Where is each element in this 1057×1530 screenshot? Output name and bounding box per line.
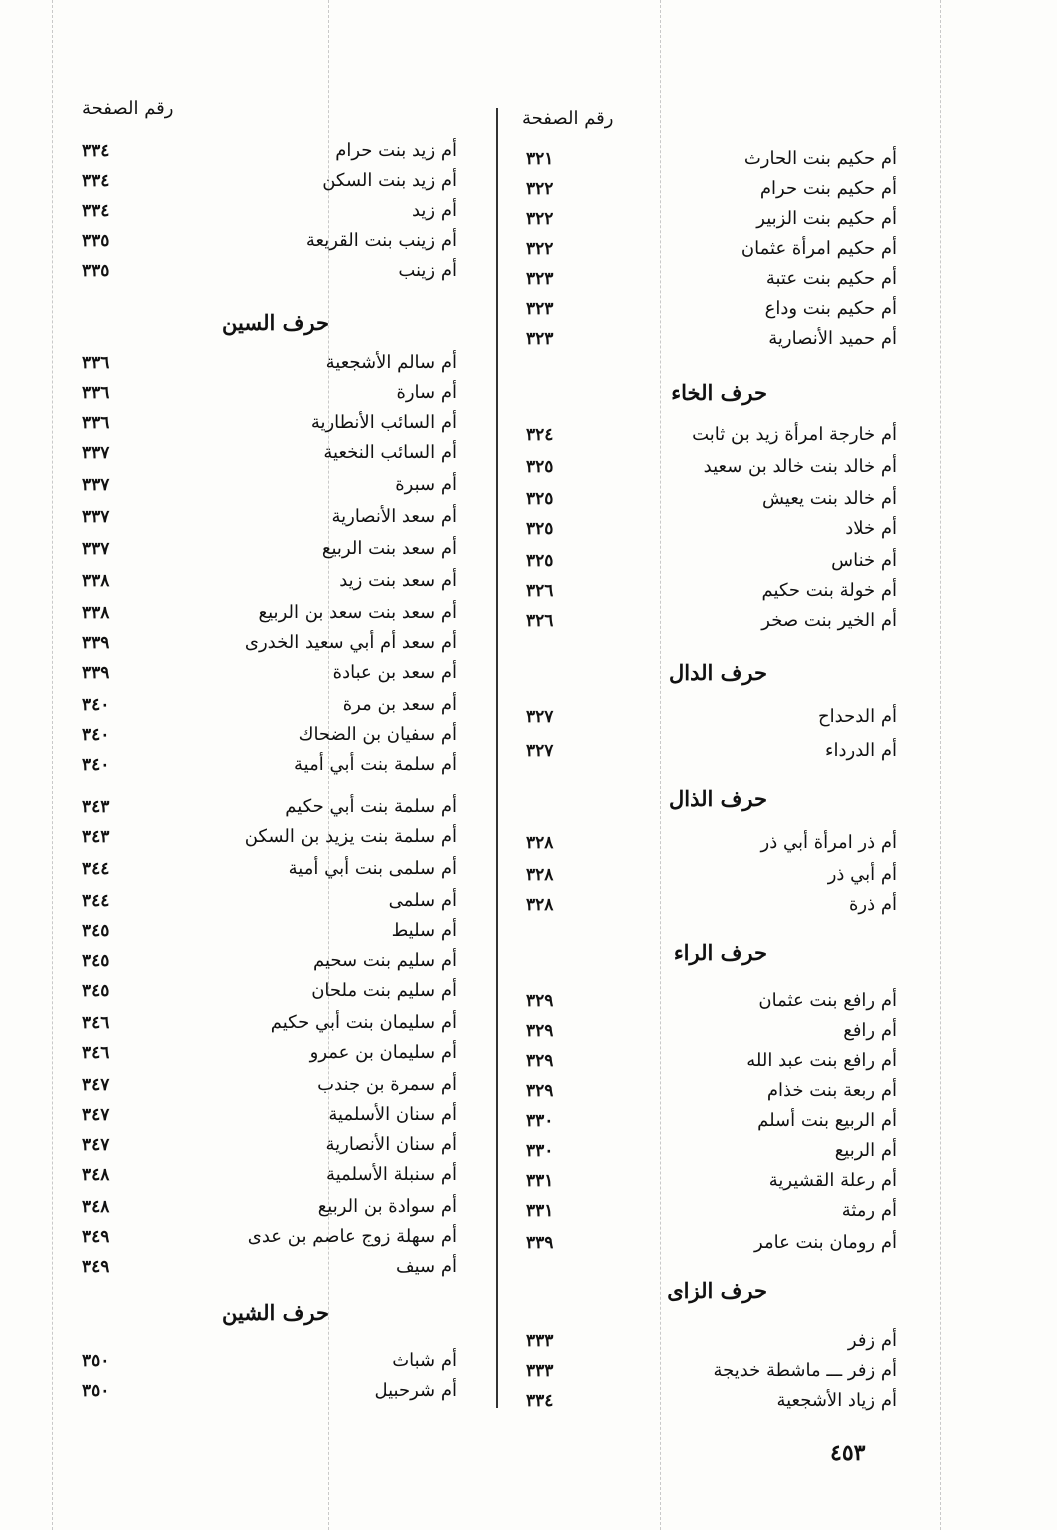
index-entry-page: ٣٢٧ (526, 741, 554, 761)
index-entry-page: ٣٤٠ (82, 695, 110, 715)
index-entry-page: ٣٤٩ (82, 1257, 110, 1277)
index-entry-name: أم زينب بنت القريعة (305, 230, 457, 251)
section-heading: حرف الخاء (671, 380, 767, 405)
index-entry-page: ٣٣٧ (82, 507, 110, 527)
index-entry-page: ٣٣٤ (82, 141, 110, 161)
index-entry-name: أم سليم بنت ملحان (311, 980, 457, 1001)
index-entry-name: أم سعد بن مرة (342, 694, 457, 715)
index-entry-name: أم سلمة بنت يزيد بن السكن (244, 826, 457, 847)
index-entry-name: أم سعد بن عبادة (332, 662, 457, 683)
index-entry-name: أم حكيم امرأة عثمان (740, 238, 897, 259)
index-entry-name: أم حميد الأنصارية (768, 328, 897, 349)
index-entry-name: أم خناس (831, 550, 897, 571)
index-entry-page: ٣٢٣ (526, 299, 554, 319)
index-entry-name: أم الربيع بنت أسلم (757, 1110, 897, 1131)
index-entry-page: ٣٤٣ (82, 797, 110, 817)
index-entry-page: ٣٣٤ (82, 201, 110, 221)
index-entry-name: أم الدحداح (818, 706, 897, 727)
index-entry-page: ٣٣٣ (526, 1361, 554, 1381)
index-entry-page: ٣٢٩ (526, 991, 554, 1011)
index-entry-page: ٣٣٣ (526, 1331, 554, 1351)
index-entry-page: ٣٢٥ (526, 489, 554, 509)
index-entry-name: أم سليمان بنت أبي حكيم (270, 1012, 457, 1033)
index-entry-page: ٣٢٤ (526, 425, 554, 445)
index-entry-name: أم السائب الأنطارية (310, 412, 457, 433)
index-entry-name: أم ذر امرأة أبي ذر (760, 832, 897, 853)
index-entry-page: ٣٤٧ (82, 1135, 110, 1155)
index-entry-page: ٣٤٥ (82, 981, 110, 1001)
index-entry-page: ٣٤٥ (82, 921, 110, 941)
index-entry-name: أم سليمان بن عمرو (309, 1042, 457, 1063)
index-entry-page: ٣٢٦ (526, 581, 554, 601)
index-entry-page: ٣٢٢ (526, 209, 554, 229)
index-entry-page: ٣٢٣ (526, 329, 554, 349)
index-entry-page: ٣٤٠ (82, 755, 110, 775)
index-entry-name: أم سوادة بن الربيع (317, 1196, 457, 1217)
index-entry-page: ٣٣٩ (82, 663, 110, 683)
scan-dots (660, 0, 661, 1530)
index-entry-name: أم رافع بنت عثمان (758, 990, 897, 1011)
index-entry-page: ٣٤٧ (82, 1105, 110, 1125)
index-entry-name: أم ذرة (848, 894, 897, 915)
index-entry-name: أم رعلة القشيرية (768, 1170, 897, 1191)
index-entry-name: أم سعد الأنصارية (331, 506, 457, 527)
left-page-header: رقم الصفحة (82, 98, 174, 119)
index-entry-page: ٣٣٩ (82, 633, 110, 653)
index-entry-page: ٣٢٣ (526, 269, 554, 289)
index-entry-name: أم حكيم بنت الحارث (743, 148, 897, 169)
index-entry-page: ٣٣٠ (526, 1141, 554, 1161)
scan-dots (940, 0, 941, 1530)
index-entry-name: أم رمثة (841, 1200, 897, 1221)
index-entry-page: ٣٤٤ (82, 859, 110, 879)
index-entry-page: ٣٢٨ (526, 833, 554, 853)
index-entry-page: ٣٣٥ (82, 231, 110, 251)
index-entry-name: أم سبرة (395, 474, 457, 495)
index-entry-name: أم حكيم بنت الزبير (756, 208, 897, 229)
index-entry-name: أم حكيم بنت وداع (764, 298, 897, 319)
index-entry-name: أم سعد أم أبي سعيد الخدرى (244, 632, 457, 653)
index-entry-page: ٣٢٥ (526, 551, 554, 571)
index-entry-name: أم السائب النخعية (323, 442, 457, 463)
index-entry-page: ٣٢٧ (526, 707, 554, 727)
index-entry-page: ٣٤٦ (82, 1043, 110, 1063)
section-heading: حرف الراء (673, 940, 767, 965)
index-entry-page: ٣٣٧ (82, 539, 110, 559)
index-entry-page: ٣٢٢ (526, 239, 554, 259)
index-entry-page: ٣٢٥ (526, 519, 554, 539)
index-entry-page: ٣٢٩ (526, 1081, 554, 1101)
index-entry-name: أم الدرداء (825, 740, 897, 761)
index-entry-page: ٣٥٠ (82, 1351, 110, 1371)
index-entry-page: ٣٣٦ (82, 413, 110, 433)
index-entry-name: أم سنبلة الأسلمية (326, 1164, 457, 1185)
index-entry-name: أم سنان الأسلمية (328, 1104, 457, 1125)
index-entry-name: أم خالد بنت يعيش (761, 488, 897, 509)
index-entry-name: أم خارجة امرأة زيد بن ثابت (692, 424, 897, 445)
index-entry-page: ٣٣٤ (526, 1391, 554, 1411)
index-entry-name: أم زفر (847, 1330, 897, 1351)
index-entry-name: أم زياد الأشجعية (776, 1390, 897, 1411)
section-heading: حرف الذال (669, 786, 767, 811)
index-entry-name: أم زيد (411, 200, 457, 221)
index-entry-name: أم رومان بنت عامر (754, 1232, 897, 1253)
scan-dots (52, 0, 53, 1530)
index-entry-name: أم الخير بنت صخر (761, 610, 897, 631)
index-entry-page: ٣٢٦ (526, 611, 554, 631)
index-entry-name: أم حكيم بنت عتبة (765, 268, 897, 289)
index-entry-page: ٣٤٨ (82, 1165, 110, 1185)
index-entry-name: أم سلمى بنت أبي أمية (288, 858, 457, 879)
index-entry-page: ٣٤٥ (82, 951, 110, 971)
index-entry-page: ٣٢١ (526, 149, 554, 169)
index-entry-page: ٣٢٥ (526, 457, 554, 477)
index-entry-page: ٣٣١ (526, 1201, 554, 1221)
index-entry-name: أم خالد بنت خالد بن سعيد (703, 456, 897, 477)
index-entry-page: ٣٤٤ (82, 891, 110, 911)
index-entry-name: أم زفر ـــ ماشطة خديجة (713, 1360, 897, 1381)
right-page-header: رقم الصفحة (522, 108, 614, 129)
index-entry-page: ٣٣٧ (82, 475, 110, 495)
index-entry-name: أم سارة (396, 382, 457, 403)
index-entry-name: أم زينب (398, 260, 457, 281)
index-entry-name: أم زيد بنت حرام (335, 140, 457, 161)
index-entry-name: أم خلاد (845, 518, 897, 539)
index-entry-name: أم سفيان بن الضحاك (298, 724, 457, 745)
index-entry-name: أم رافع (843, 1020, 897, 1041)
index-entry-name: أم سعد بنت الربيع (321, 538, 457, 559)
index-entry-name: أم سلمة بنت أبي حكيم (285, 796, 457, 817)
section-heading: حرف الشين (222, 1300, 329, 1325)
index-entry-page: ٣٣٩ (526, 1233, 554, 1253)
index-entry-name: أم سهلة زوج عاصم بن عدى (247, 1226, 457, 1247)
index-entry-name: أم سلمى (388, 890, 457, 911)
index-entry-page: ٣٣٦ (82, 353, 110, 373)
index-entry-name: أم سليط (391, 920, 457, 941)
index-entry-name: أم شرحبيل (374, 1380, 457, 1401)
index-entry-page: ٣٤٣ (82, 827, 110, 847)
index-entry-name: أم خولة بنت حكيم (761, 580, 897, 601)
index-entry-page: ٣٤٩ (82, 1227, 110, 1247)
index-entry-name: أم رافع بنت عبد الله (746, 1050, 897, 1071)
index-entry-page: ٣٤٧ (82, 1075, 110, 1095)
index-entry-page: ٣٤٠ (82, 725, 110, 745)
index-entry-page: ٣٢٢ (526, 179, 554, 199)
index-entry-page: ٣٣٥ (82, 261, 110, 281)
page-number: ٤٥٣ (830, 1440, 866, 1466)
index-entry-page: ٣٣٨ (82, 603, 110, 623)
index-entry-page: ٣٣٦ (82, 383, 110, 403)
index-entry-page: ٣٢٨ (526, 865, 554, 885)
index-entry-page: ٣٣٧ (82, 443, 110, 463)
index-entry-page: ٣٣٤ (82, 171, 110, 191)
index-entry-page: ٣٣١ (526, 1171, 554, 1191)
section-heading: حرف الزاى (667, 1278, 767, 1303)
index-entry-page: ٣٤٨ (82, 1197, 110, 1217)
index-entry-name: أم سلمة بنت أبي أمية (294, 754, 457, 775)
index-entry-page: ٣٢٩ (526, 1021, 554, 1041)
index-entry-name: أم سنان الأنصارية (325, 1134, 457, 1155)
column-divider (496, 108, 498, 1408)
index-entry-name: أم حكيم بنت حرام (759, 178, 897, 199)
index-entry-name: أم سمرة بن جندب (317, 1074, 457, 1095)
index-entry-page: ٣٣٠ (526, 1111, 554, 1131)
index-entry-name: أم شباث (392, 1350, 457, 1371)
index-entry-page: ٣٤٦ (82, 1013, 110, 1033)
section-heading: حرف الدال (669, 660, 767, 685)
index-entry-page: ٣٢٩ (526, 1051, 554, 1071)
index-entry-name: أم الربيع (834, 1140, 897, 1161)
index-entry-name: أم سعد بنت سعد بن الربيع (258, 602, 457, 623)
index-entry-name: أم سالم الأشجعية (325, 352, 457, 373)
index-entry-name: أم سعد بنت زيد (339, 570, 457, 591)
index-entry-page: ٣٢٨ (526, 895, 554, 915)
index-entry-name: أم سليم بنت سحيم (313, 950, 457, 971)
index-entry-page: ٣٥٠ (82, 1381, 110, 1401)
index-entry-name: أم أبي ذر (827, 864, 897, 885)
index-entry-name: أم ربعة بنت خذام (766, 1080, 897, 1101)
section-heading: حرف السين (222, 310, 329, 335)
index-entry-page: ٣٣٨ (82, 571, 110, 591)
index-entry-name: أم زيد بنت السكن (322, 170, 457, 191)
index-entry-name: أم سيف (395, 1256, 457, 1277)
